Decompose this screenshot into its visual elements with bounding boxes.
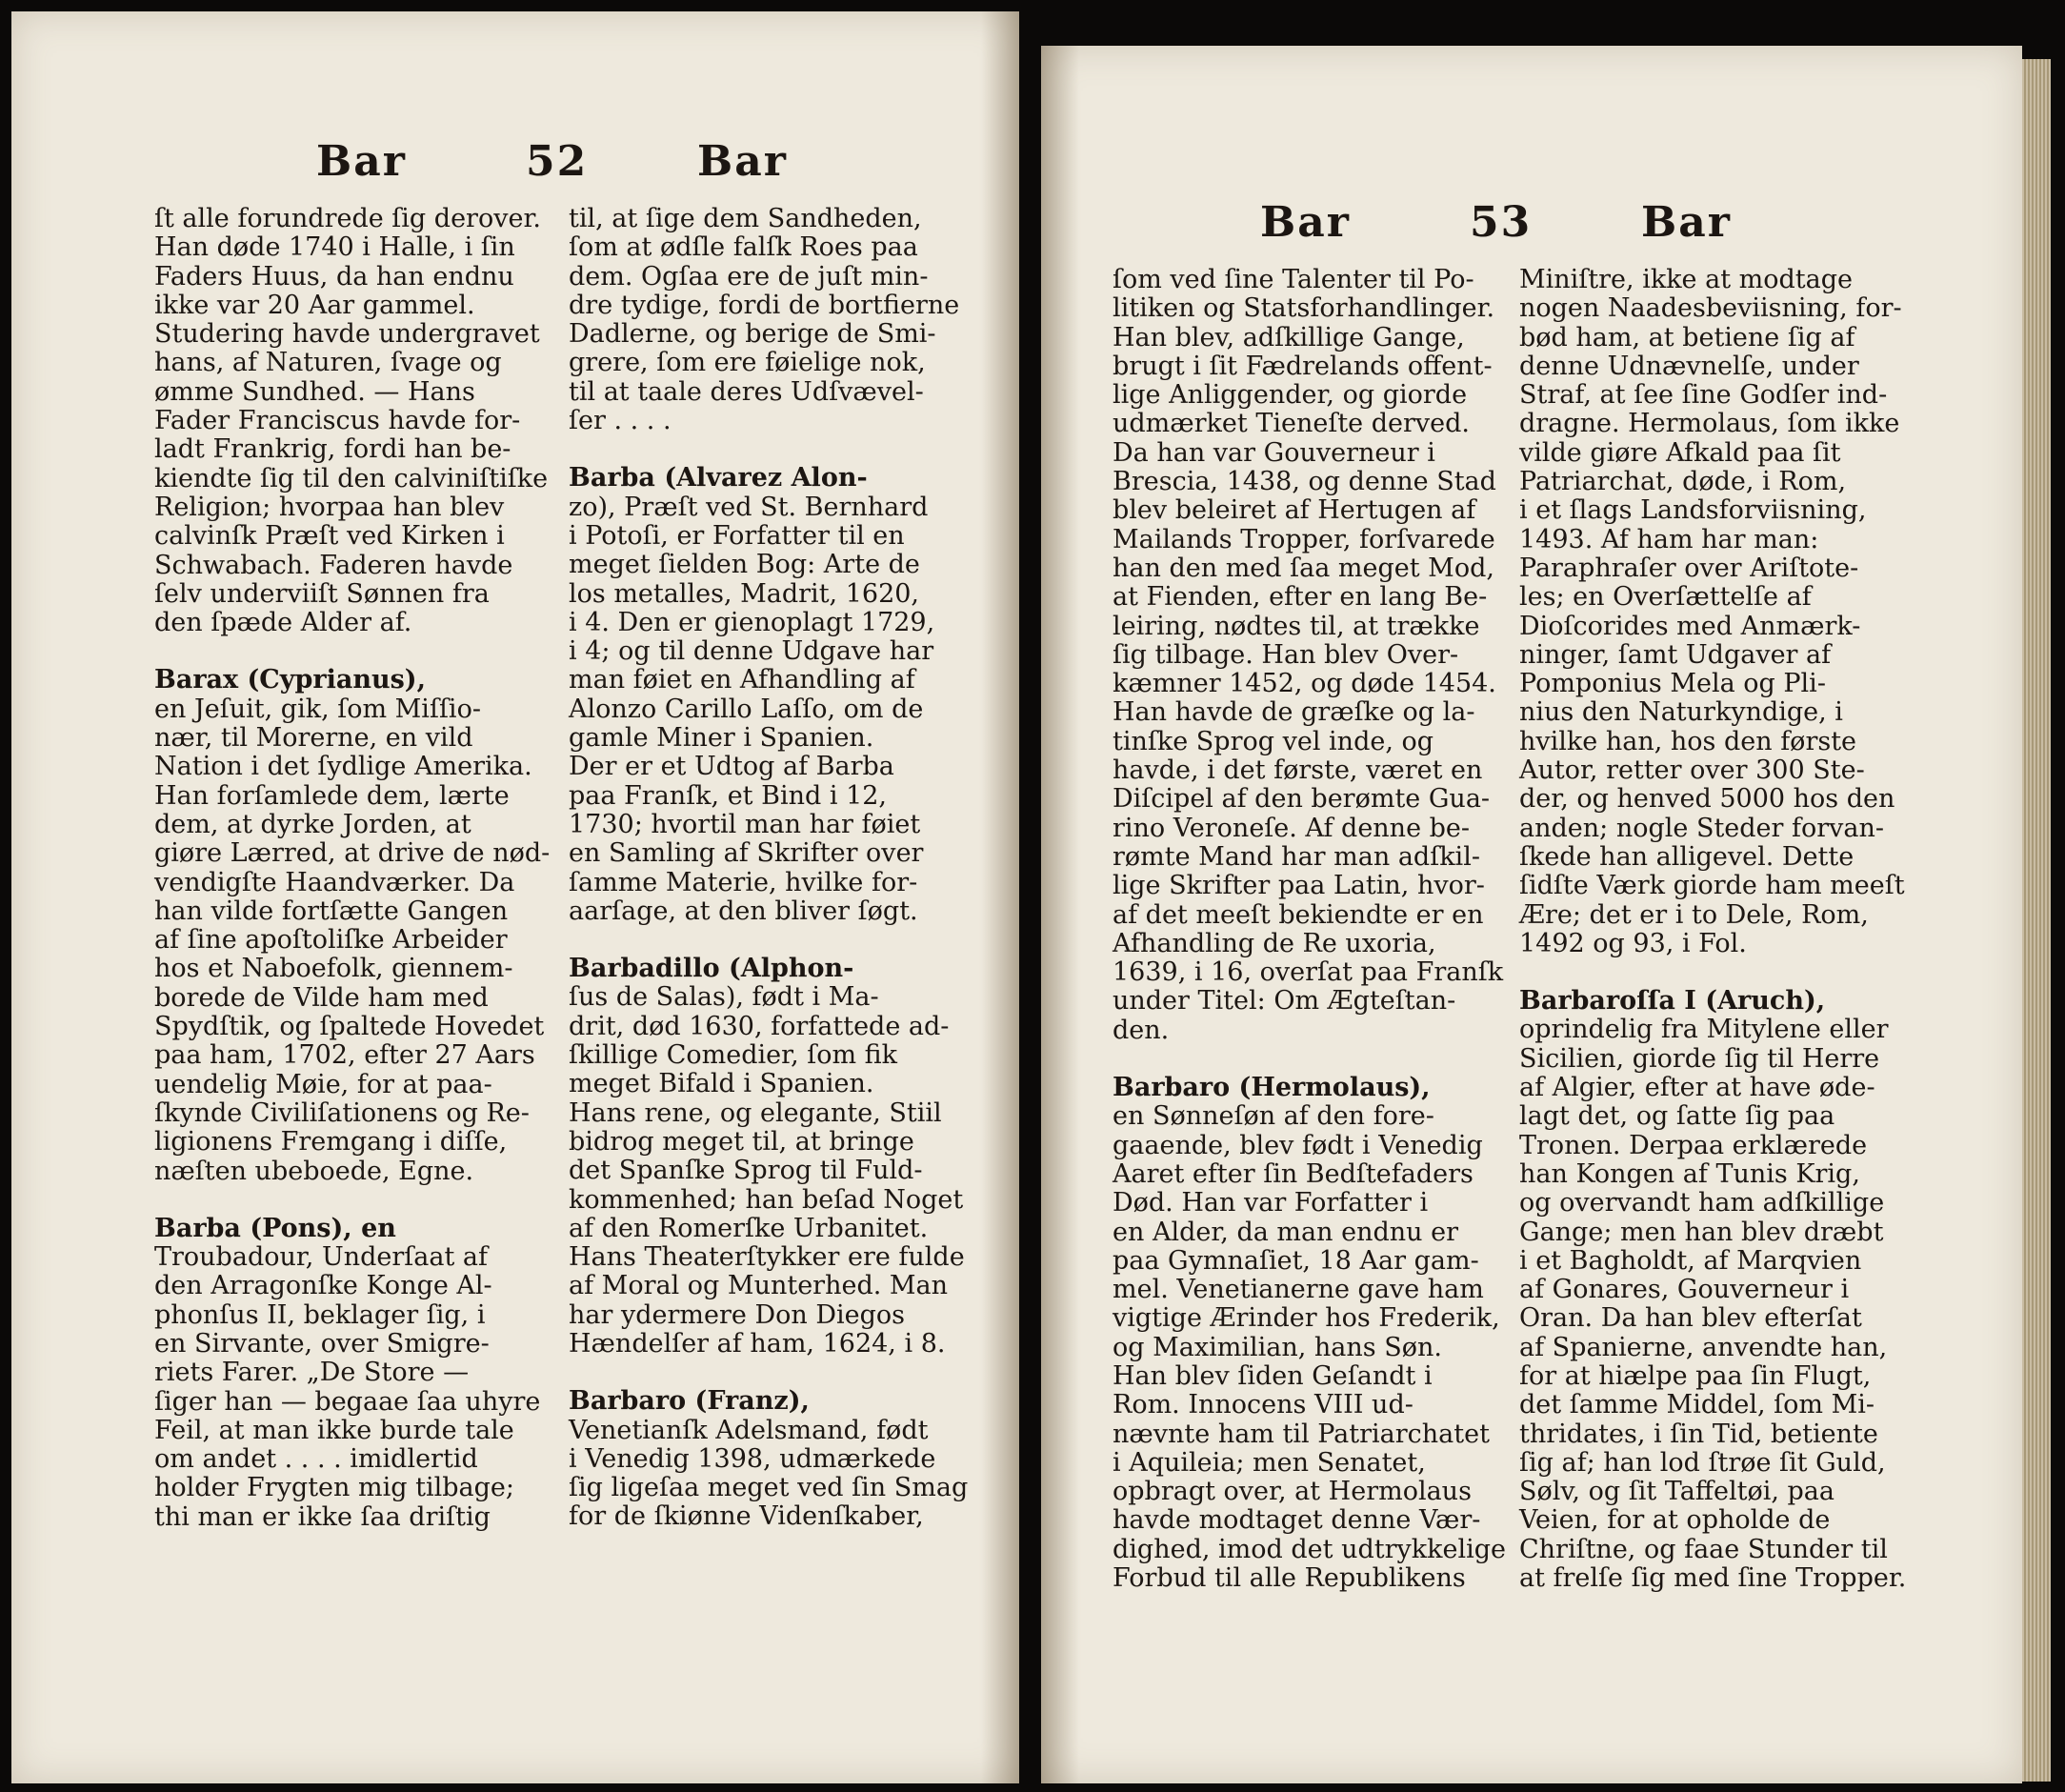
text-line: Alonzo Carillo Laſſo, om de bbox=[569, 694, 924, 724]
text-line: zo), Præſt ved St. Bernhard bbox=[569, 492, 929, 522]
text-line: lige Skrifter paa Latin, hvor- bbox=[1113, 871, 1485, 901]
text-line: en Sønneſøn af den fore- bbox=[1113, 1101, 1434, 1132]
text-line: kæmner 1452, og døde 1454. bbox=[1113, 669, 1496, 699]
text-line: nogen Naadesbeviisning, for- bbox=[1519, 293, 1902, 324]
text-line: brugt i ſit Fædrelands offent- bbox=[1113, 351, 1493, 381]
text-line: Han forſamlede dem, lærte bbox=[154, 780, 510, 811]
text-line: Der er et Udtog af Barba bbox=[569, 752, 894, 782]
text-line: af Spanierne, anvendte han, bbox=[1519, 1332, 1888, 1362]
text-line: vilde giøre Afkald paa ſit bbox=[1519, 437, 1841, 468]
text-line: meget Bifald i Spanien. bbox=[569, 1069, 874, 1099]
text-line: ſt alle forundrede ſig derover. bbox=[154, 204, 541, 233]
right-page bbox=[1041, 46, 2022, 1783]
entry-headword-line: Barax (Cyprianus), bbox=[154, 665, 426, 695]
text-line: han den med ſaa meget Mod, bbox=[1113, 553, 1494, 583]
text-line: Pomponius Mela og Pli- bbox=[1519, 669, 1826, 699]
text-line: Han døde 1740 i Halle, i ſin bbox=[154, 232, 515, 263]
text-line: Paraphraſer over Ariſtote- bbox=[1519, 553, 1859, 583]
text-line: dem. Ogſaa ere de juſt min- bbox=[569, 261, 929, 292]
text-line: for at hiælpe paa ſin Flugt, bbox=[1519, 1360, 1872, 1391]
text-line: Forbud til alle Republikens bbox=[1113, 1563, 1466, 1594]
text-line: Faders Huus, da han endnu bbox=[154, 261, 514, 292]
text-line: Spydſtik, og ſpaltede Hovedet bbox=[154, 1012, 545, 1042]
text-line: nius den Naturkyndige, i bbox=[1519, 697, 1843, 728]
text-line: i 4; og til denne Udgave har bbox=[569, 636, 934, 667]
text-line: en Samling af Skrifter over bbox=[569, 838, 924, 869]
text-line: af Gonares, Gouverneur i bbox=[1519, 1275, 1850, 1305]
text-line: hans, af Naturen, ſvage og bbox=[154, 348, 502, 378]
text-line: Sølv, og ſit Taffeltøi, paa bbox=[1519, 1477, 1834, 1507]
text-line: dem, at dyrke Jorden, at bbox=[154, 809, 471, 839]
text-line: for de ſkiønne Videnſkaber, bbox=[569, 1501, 924, 1532]
text-line: ſus de Salas), født i Ma- bbox=[569, 982, 879, 1013]
text-line: Chriſtne, og faae Stunder til bbox=[1519, 1534, 1888, 1564]
text-line: om andet . . . . imidlertid bbox=[154, 1444, 478, 1475]
text-line: Troubadour, Underſaat af bbox=[154, 1242, 488, 1273]
text-line: bød ham, at betiene ſig af bbox=[1519, 322, 1855, 352]
text-line: Schwabach. Faderen havde bbox=[154, 550, 513, 580]
text-line: Religion; hvorpaa han blev bbox=[154, 492, 505, 522]
text-line: i Venedig 1398, udmærkede bbox=[569, 1443, 936, 1474]
text-line: oprindelig fra Mitylene eller bbox=[1519, 1015, 1889, 1045]
text-line: havde, i det første, været en bbox=[1113, 755, 1483, 786]
text-line: af ſine apoſtoliſke Arbeider bbox=[154, 925, 508, 956]
text-line: ſiger han — begaae ſaa uhyre bbox=[154, 1386, 541, 1417]
text-line: 1730; hvortil man har føiet bbox=[569, 809, 921, 839]
running-head-left: Bar bbox=[316, 137, 407, 186]
text-line: grere, ſom ere føielige nok, bbox=[569, 348, 926, 378]
text-line: hvilke han, hos den første bbox=[1519, 726, 1857, 756]
text-line: nævnte ham til Patriarchatet bbox=[1113, 1419, 1490, 1449]
paragraph-gap bbox=[154, 637, 550, 666]
paragraph-gap bbox=[1113, 1045, 1506, 1074]
text-line: Han havde de græſke og la- bbox=[1113, 697, 1475, 728]
text-line: har ydermere Don Diegos bbox=[569, 1299, 905, 1330]
text-line: anden; nogle Steder forvan- bbox=[1519, 813, 1885, 843]
text-line: blev beleiret af Hertugen af bbox=[1113, 495, 1476, 526]
text-line: Han blev ſiden Geſandt i bbox=[1113, 1360, 1433, 1391]
text-line: Tronen. Derpaa erklærede bbox=[1519, 1130, 1868, 1160]
paragraph-gap bbox=[154, 1186, 550, 1215]
entry-headword-line: Barba (Pons), en bbox=[154, 1213, 396, 1243]
text-line: Mailands Tropper, forſvarede bbox=[1113, 524, 1495, 554]
text-line: ikke var 20 Aar gammel. bbox=[154, 290, 475, 320]
text-line: og overvandt ham adſkillige bbox=[1519, 1188, 1885, 1218]
text-line: Miniſtre, ikke at modtage bbox=[1519, 265, 1853, 294]
text-line: vigtige Ærinder hos Frederik, bbox=[1113, 1303, 1500, 1334]
text-line: Afhandling de Re uxoria, bbox=[1113, 928, 1436, 958]
text-line: ſig ligeſaa meget ved ſin Smag bbox=[569, 1473, 969, 1503]
text-line: riets Farer. „De Store — bbox=[154, 1358, 470, 1388]
text-line: paa Gymnaſiet, 18 Aar gam- bbox=[1113, 1245, 1479, 1276]
text-line: tinſke Sprog vel inde, og bbox=[1113, 726, 1434, 756]
text-line: 1492 og 93, i Fol. bbox=[1519, 928, 1747, 958]
text-line: af Moral og Munterhed. Man bbox=[569, 1271, 949, 1301]
text-line: hos et Naboefolk, giennem- bbox=[154, 954, 513, 984]
left-page bbox=[11, 11, 1019, 1783]
text-line: i 4. Den er gienoplagt 1729, bbox=[569, 607, 935, 637]
text-line: at Fienden, efter en lang Be- bbox=[1113, 582, 1488, 613]
text-line: Ære; det er i to Dele, Rom, bbox=[1519, 899, 1869, 930]
text-line: til at taale deres Udſvævel- bbox=[569, 376, 924, 407]
text-line: Dioſcorides med Anmærk- bbox=[1519, 611, 1861, 641]
text-line: dragne. Hermolaus, ſom ikke bbox=[1519, 409, 1900, 439]
text-line: ſidſte Værk giorde ham meeſt bbox=[1519, 871, 1905, 901]
text-line: det Spanſke Sprog til Fuld- bbox=[569, 1156, 923, 1186]
text-line: kommenhed; han beſad Noget bbox=[569, 1184, 964, 1215]
text-line: opbragt over, at Hermolaus bbox=[1113, 1477, 1472, 1507]
text-line: ligionens Fremgang i diſſe, bbox=[154, 1127, 508, 1158]
text-line: ſom at ødſle falſk Roes paa bbox=[569, 232, 918, 263]
text-line: holder Frygten mig tilbage; bbox=[154, 1473, 514, 1503]
text-line: rømte Mand har man adſkil- bbox=[1113, 841, 1480, 872]
text-line: man føiet en Afhandling af bbox=[569, 665, 915, 695]
text-line: calvinſk Præſt ved Kirken i bbox=[154, 521, 505, 552]
text-line: ømme Sundhed. — Hans bbox=[154, 376, 475, 407]
text-line: en Jeſuit, gik, ſom Miſſio- bbox=[154, 694, 481, 724]
text-line: les; en Overſættelſe af bbox=[1519, 582, 1812, 613]
text-line: af Algier, efter at have øde- bbox=[1519, 1073, 1875, 1103]
text-line: Død. Han var Forfatter i bbox=[1113, 1188, 1429, 1218]
text-line: dighed, imod det udtrykkelige bbox=[1113, 1534, 1506, 1564]
text-line: at frelſe ſig med ſine Tropper. bbox=[1519, 1563, 1907, 1594]
text-line: Studering havde undergravet bbox=[154, 319, 540, 350]
paragraph-gap bbox=[569, 1359, 968, 1387]
text-column-1 bbox=[1113, 266, 1506, 1593]
text-line: Venetianſk Adelsmand, født bbox=[569, 1415, 929, 1445]
text-line: leiring, nødtes til, at trække bbox=[1113, 611, 1480, 641]
text-line: ſkillige Comedier, ſom fik bbox=[569, 1040, 898, 1071]
text-line: borede de Vilde ham med bbox=[154, 982, 489, 1013]
entry-headword-line: Barbaro (Hermolaus), bbox=[1113, 1073, 1431, 1103]
text-line: Brescia, 1438, og denne Stad bbox=[1113, 467, 1496, 497]
text-line: denne Udnævnelſe, under bbox=[1519, 351, 1859, 381]
paragraph-gap bbox=[569, 926, 968, 955]
text-line: Hans Theaterſtykker ere fulde bbox=[569, 1242, 965, 1273]
text-line: thi man er ikke ſaa driſtig bbox=[154, 1501, 491, 1532]
text-line: i Potoſi, er Forfatter til en bbox=[569, 520, 905, 551]
text-line: ladt Frankrig, fordi han be- bbox=[154, 434, 511, 465]
text-line: litiken og Statsforhandlinger. bbox=[1113, 293, 1495, 324]
text-line: Feil, at man ikke burde tale bbox=[154, 1415, 514, 1445]
entry-headword-line: Barbaroſſa I (Aruch), bbox=[1519, 986, 1826, 1017]
text-line: i et Bagholdt, af Marqvien bbox=[1519, 1245, 1862, 1276]
text-line: ſig tilbage. Han blev Over- bbox=[1113, 639, 1459, 670]
text-line: det ſamme Middel, ſom Mi- bbox=[1519, 1390, 1875, 1420]
text-line: Fader Franciscus havde for- bbox=[154, 406, 521, 436]
text-line: der, og henved 5000 hos den bbox=[1519, 784, 1895, 815]
text-line: Gange; men han blev dræbt bbox=[1519, 1217, 1884, 1247]
spine-shadow bbox=[981, 11, 1019, 1783]
text-line: Oran. Da han blev efterſat bbox=[1519, 1303, 1862, 1334]
text-line: Da han var Gouverneur i bbox=[1113, 437, 1435, 468]
text-line: næſten ubeboede, Egne. bbox=[154, 1156, 474, 1186]
text-line: drit, død 1630, forfattede ad- bbox=[569, 1011, 950, 1041]
text-column-2 bbox=[569, 205, 968, 1532]
text-line: vendigſte Haandværker. Da bbox=[154, 867, 515, 897]
text-line: den ſpæde Alder af. bbox=[154, 608, 412, 638]
text-line: udmærket Tieneſte derved. bbox=[1113, 409, 1470, 439]
text-line: ninger, ſamt Udgaver af bbox=[1519, 639, 1832, 670]
page-number: 53 bbox=[1470, 198, 1533, 247]
text-line: af den Romerſke Urbanitet. bbox=[569, 1213, 929, 1243]
text-line: 1639, i 16, overſat paa Franſk bbox=[1113, 957, 1504, 988]
text-line: ſkede han alligevel. Dette bbox=[1519, 841, 1854, 872]
paragraph-gap bbox=[569, 435, 968, 464]
text-line: Autor, retter over 300 Ste- bbox=[1519, 755, 1865, 786]
text-line: i et ſlags Landsforviisning, bbox=[1519, 495, 1867, 526]
text-line: Veien, for at opholde de bbox=[1519, 1505, 1831, 1536]
text-line: den Arragonſke Konge Al- bbox=[154, 1271, 492, 1301]
text-line: Rom. Innocens VIII ud- bbox=[1113, 1390, 1413, 1420]
text-column-1 bbox=[154, 205, 550, 1532]
text-line: af det meeſt bekiendte er en bbox=[1113, 899, 1484, 930]
entry-headword-line: Barbaro (Franz), bbox=[569, 1386, 810, 1417]
text-line: los metalles, Madrit, 1620, bbox=[569, 578, 920, 609]
text-line: Patriarchat, døde, i Rom, bbox=[1519, 467, 1847, 497]
spine-shadow bbox=[1041, 46, 1079, 1783]
text-line: phonſus II, beklager ſig, i bbox=[154, 1299, 486, 1330]
text-line: aarſage, at den bliver ſøgt. bbox=[569, 896, 918, 926]
text-line: giøre Lærred, at drive de nød- bbox=[154, 838, 551, 869]
text-line: ſer . . . . bbox=[569, 406, 672, 436]
text-line: ſkynde Civiliſationens og Re- bbox=[154, 1097, 530, 1128]
text-line: den. bbox=[1113, 1015, 1170, 1045]
text-line: han vilde fortſætte Gangen bbox=[154, 896, 509, 926]
text-line: havde modtaget denne Vær- bbox=[1113, 1505, 1481, 1536]
text-line: thridates, i ſin Tid, betiente bbox=[1519, 1419, 1878, 1449]
paragraph-gap bbox=[1519, 958, 1906, 987]
text-line: meget ſielden Bog: Arte de bbox=[569, 550, 920, 580]
text-line: lagt det, og ſatte ſig paa bbox=[1519, 1101, 1835, 1132]
running-head-left: Bar bbox=[1260, 198, 1351, 247]
text-line: ſamme Materie, hvilke for- bbox=[569, 867, 918, 897]
text-line: Hans rene, og elegante, Stiil bbox=[569, 1097, 942, 1128]
text-line: Hændelſer af ham, 1624, i 8. bbox=[569, 1328, 946, 1359]
text-line: Han blev, adſkillige Gange, bbox=[1113, 322, 1465, 352]
text-line: han Kongen af Tunis Krig, bbox=[1519, 1158, 1860, 1189]
text-line: Dadlerne, og berige de Smi- bbox=[569, 319, 936, 350]
text-line: paa Franſk, et Bind i 12, bbox=[569, 780, 888, 811]
text-line: paa ham, 1702, efter 27 Aars bbox=[154, 1040, 535, 1071]
text-line: Sicilien, giorde ſig til Herre bbox=[1519, 1043, 1880, 1074]
book-page-edges bbox=[2022, 59, 2051, 1782]
page-number: 52 bbox=[526, 137, 589, 186]
text-line: til, at ſige dem Sandheden, bbox=[569, 204, 922, 233]
text-line: uendelig Møie, for at paa- bbox=[154, 1069, 492, 1099]
text-line: mel. Venetianerne gave ham bbox=[1113, 1275, 1484, 1305]
text-line: dre tydige, fordi de bortfierne bbox=[569, 290, 960, 320]
text-line: rino Veroneſe. Af denne be- bbox=[1113, 813, 1471, 843]
text-line: en Alder, da man endnu er bbox=[1113, 1217, 1458, 1247]
text-line: gaaende, blev født i Venedig bbox=[1113, 1130, 1483, 1160]
text-line: i Aquileia; men Senatet, bbox=[1113, 1447, 1426, 1478]
text-line: ſig af; han lod ſtrøe ſit Guld, bbox=[1519, 1447, 1886, 1478]
text-line: nær, til Morerne, en vild bbox=[154, 723, 473, 754]
text-line: og Maximilian, hans Søn. bbox=[1113, 1332, 1442, 1362]
text-line: Nation i det ſydlige Amerika. bbox=[154, 752, 532, 782]
text-line: gamle Miner i Spanien. bbox=[569, 723, 874, 754]
text-line: Diſcipel af den berømte Gua- bbox=[1113, 784, 1491, 815]
running-head-right: Bar bbox=[697, 137, 788, 186]
text-line: ſom ved ſine Talenter til Po- bbox=[1113, 265, 1474, 294]
text-line: ſelv underviiſt Sønnen fra bbox=[154, 578, 490, 609]
text-line: 1493. Af ham har man: bbox=[1519, 524, 1819, 554]
entry-headword-line: Barba (Alvarez Alon- bbox=[569, 463, 868, 493]
text-line: lige Anliggender, og giorde bbox=[1113, 380, 1468, 411]
text-line: kiendte ſig til den calviniſtiſke bbox=[154, 463, 549, 493]
text-line: en Sirvante, over Smigre- bbox=[154, 1328, 490, 1359]
text-column-2 bbox=[1519, 266, 1906, 1593]
entry-headword-line: Barbadillo (Alphon- bbox=[569, 954, 854, 984]
text-line: Straf, at ſee ſine Godſer ind- bbox=[1519, 380, 1888, 411]
running-head-right: Bar bbox=[1641, 198, 1732, 247]
text-line: under Titel: Om Ægteſtan- bbox=[1113, 986, 1456, 1017]
text-line: bidrog meget til, at bringe bbox=[569, 1126, 914, 1157]
text-line: Aaret efter ſin Bedſtefaders bbox=[1113, 1158, 1474, 1189]
